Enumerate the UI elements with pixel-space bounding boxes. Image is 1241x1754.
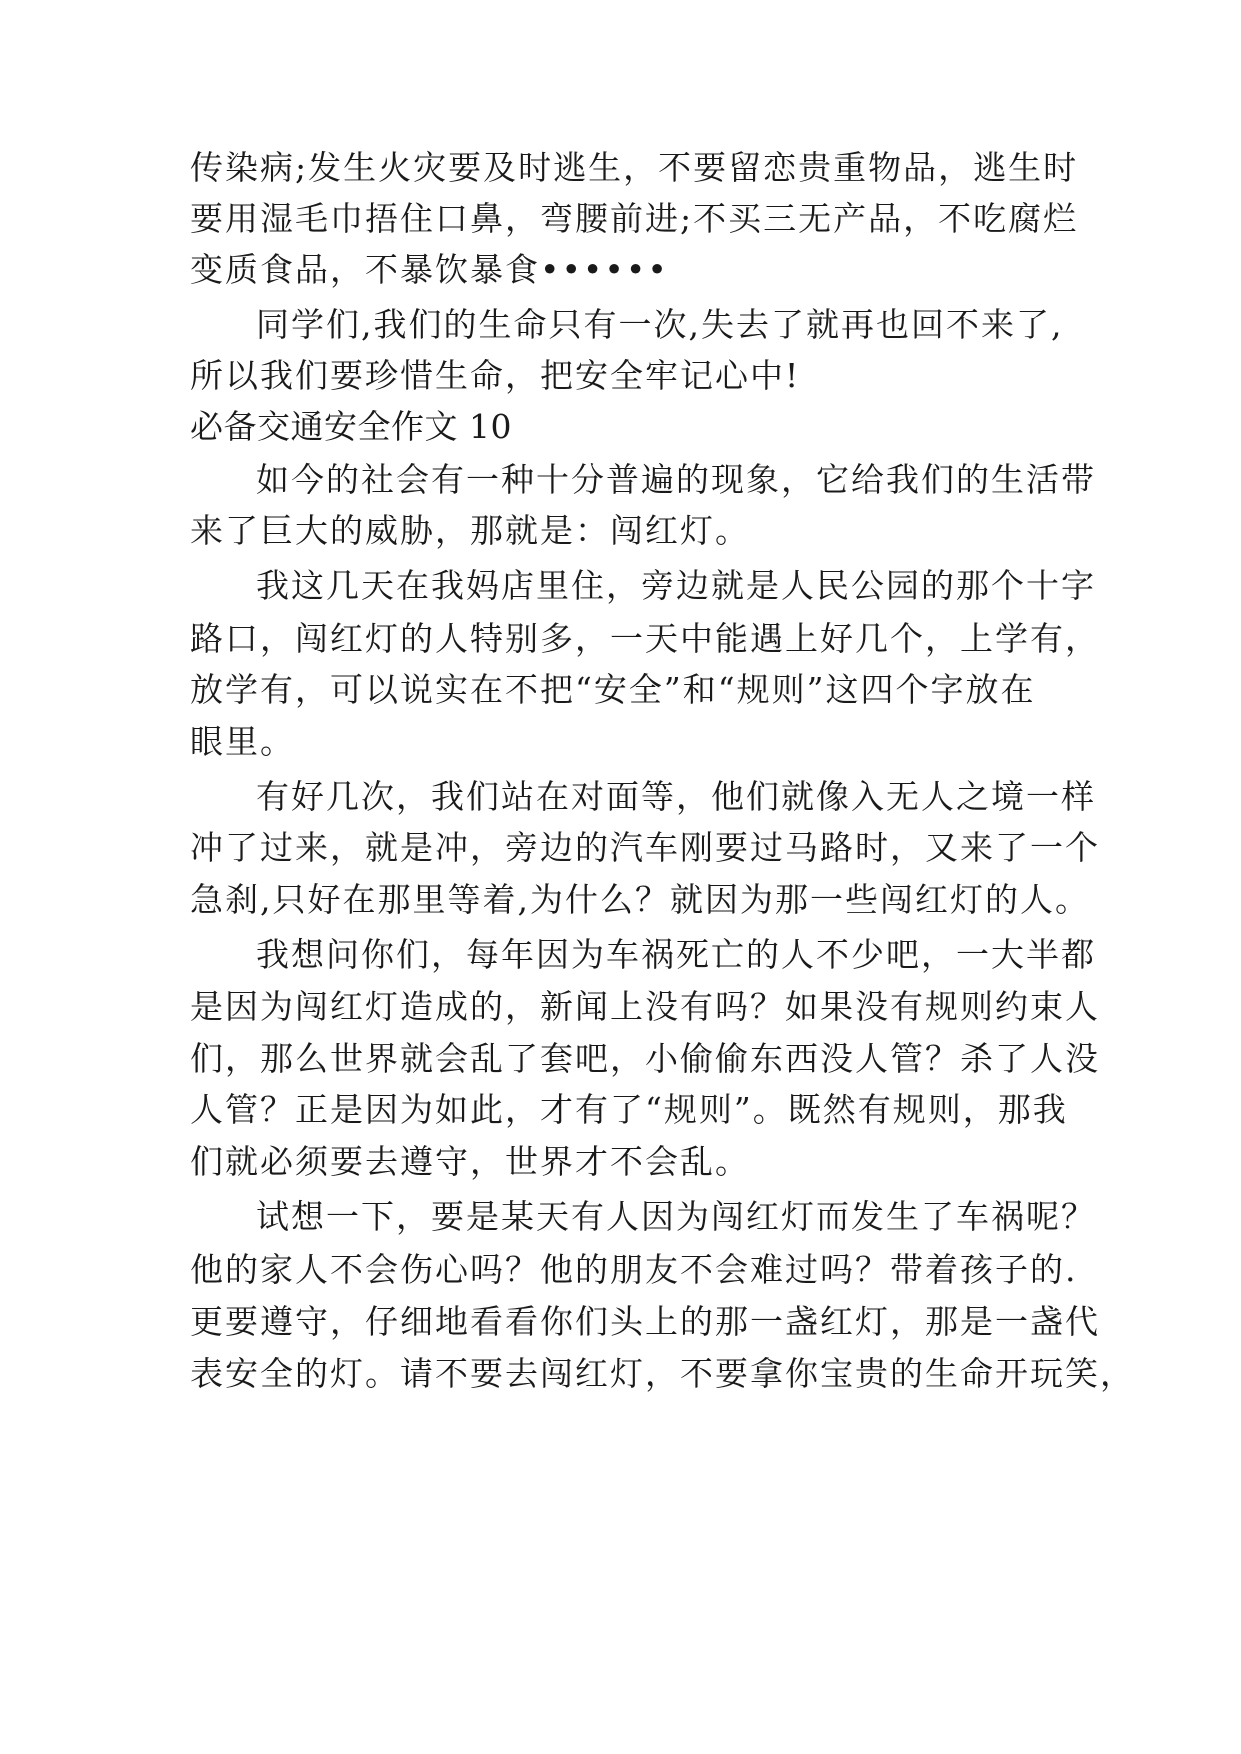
paragraph-first-line: 我这几天在我妈店里住，旁边就是人民公园的那个十字: [256, 566, 1096, 605]
text-line: 急刹,只好在那里等着,为什么？就因为那一些闯红灯的人。: [190, 880, 1090, 919]
text-line: 更要遵守，仔细地看看你们头上的那一盏红灯，那是一盏代: [190, 1302, 1100, 1341]
text-line: 人管？正是因为如此，才有了“规则”。既然有规则，那我: [190, 1090, 1068, 1129]
text-line: 来了巨大的威胁，那就是：闯红灯。: [190, 511, 750, 550]
text-line: 变质食品，不暴饮暴食••••••: [190, 250, 669, 289]
text-line: 要用湿毛巾捂住口鼻，弯腰前进;不买三无产品，不吃腐烂: [190, 199, 1079, 238]
text-line: 们，那么世界就会乱了套吧，小偷偷东西没人管？杀了人没: [190, 1039, 1100, 1078]
text-line: 路口，闯红灯的人特别多，一天中能遇上好几个，上学有，: [190, 619, 1100, 658]
paragraph-first-line: 如今的社会有一种十分普遍的现象，它给我们的生活带: [256, 460, 1096, 499]
text-line: 们就必须要去遵守，世界才不会乱。: [190, 1142, 750, 1181]
paragraph-first-line: 同学们,我们的生命只有一次,失去了就再也回不来了,: [256, 305, 1064, 344]
text-line: 放学有，可以说实在不把“安全”和“规则”这四个字放在: [190, 670, 1036, 709]
text-line: 所以我们要珍惜生命，把安全牢记心中!: [190, 356, 801, 395]
text-line: 他的家人不会伤心吗？他的朋友不会难过吗？带着孩子的.: [190, 1250, 1078, 1289]
text-line: 眼里。: [190, 722, 295, 761]
paragraph-first-line: 试想一下，要是某天有人因为闯红灯而发生了车祸呢？: [256, 1197, 1096, 1236]
text-line: 是因为闯红灯造成的，新闻上没有吗？如果没有规则约束人: [190, 987, 1100, 1026]
text-line: 传染病;发生火灾要及时逃生，不要留恋贵重物品，逃生时: [190, 148, 1079, 187]
paragraph-first-line: 有好几次，我们站在对面等，他们就像入无人之境一样: [256, 777, 1096, 816]
text-line: 表安全的灯。请不要去闯红灯，不要拿你宝贵的生命开玩笑，: [190, 1354, 1135, 1393]
paragraph-first-line: 我想问你们，每年因为车祸死亡的人不少吧，一大半都: [256, 935, 1096, 974]
section-heading: 必备交通安全作文 10: [190, 407, 512, 446]
text-line: 冲了过来，就是冲，旁边的汽车刚要过马路时，又来了一个: [190, 828, 1100, 867]
